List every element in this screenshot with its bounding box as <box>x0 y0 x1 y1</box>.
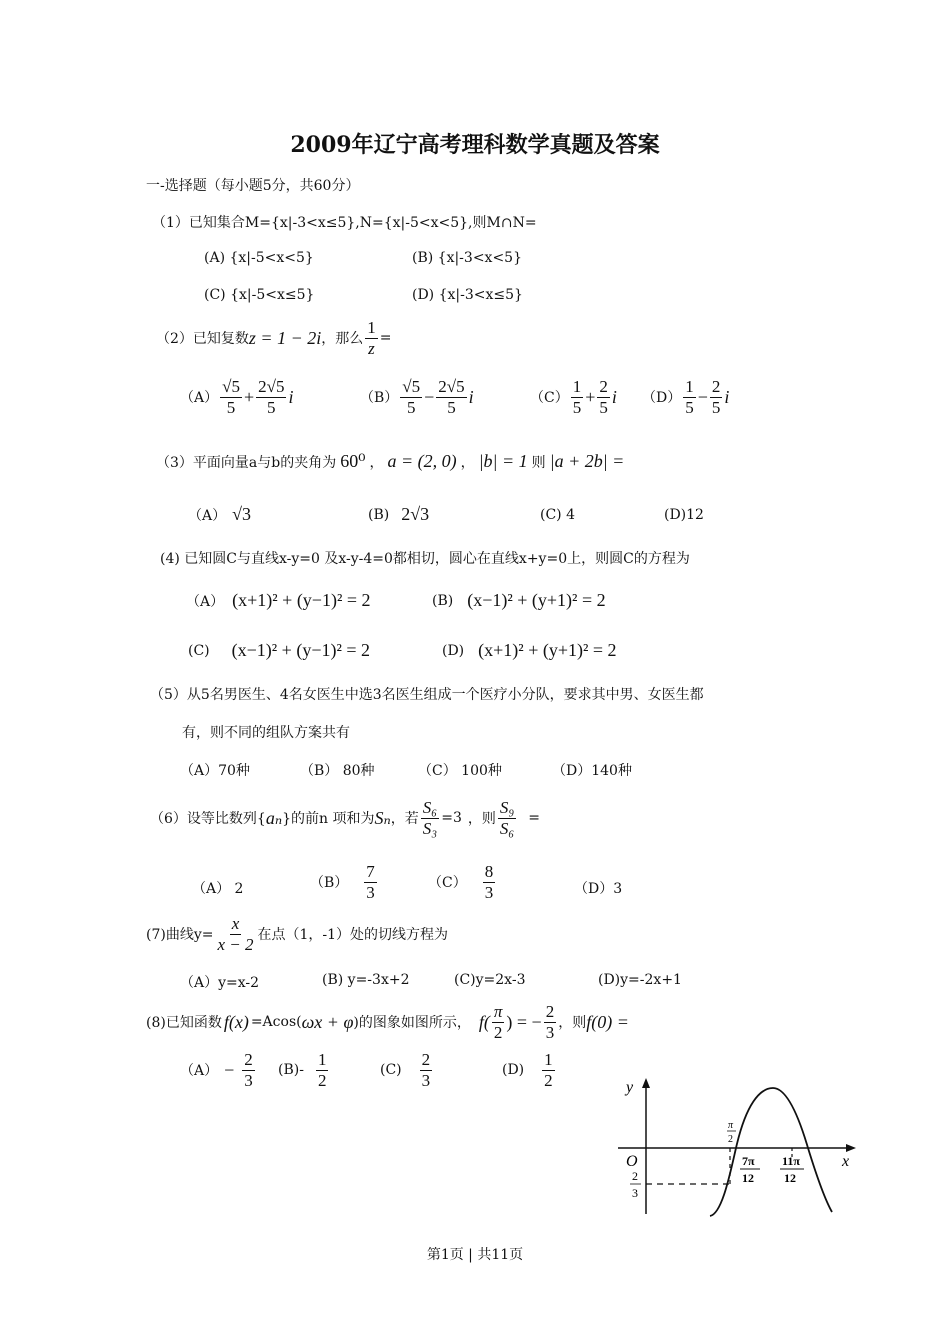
q7-option-d: (D)y=-2x+1 <box>598 972 682 988</box>
q5-option-b: （B） 80种 <box>300 763 375 779</box>
question-5-stem-line1: （5）从5名男医生、4名女医生中选3名医生组成一个医疗小分队，要求其中男、女医生都 <box>150 687 704 703</box>
question-7-stem: (7)曲线y= $\frac{x}{x - 2}$ 在点（1，-1）处的切线方程为 <box>146 914 449 954</box>
q4-option-c: (C) (x−1)² + (y−1)² = 2 <box>188 640 371 660</box>
y-axis-arrow <box>642 1078 650 1088</box>
tick-11pi-num: 11π <box>782 1154 800 1168</box>
q7-option-b: (B) y=-3x+2 <box>322 972 410 988</box>
q5-option-a: （A）70种 <box>180 763 250 779</box>
q2-stem-mid: ，那么 <box>321 331 364 348</box>
q5-option-d: （D）140种 <box>552 763 632 779</box>
q3-option-b: (B) 2√3 <box>368 504 430 524</box>
x-axis-label: x <box>842 1153 850 1170</box>
q8-option-b: (B)- $\frac{1}{2}$ <box>278 1050 327 1090</box>
q8-option-a: （A） − $\frac{2}{3}$ <box>180 1050 253 1090</box>
q6-option-d: （D）3 <box>574 881 623 897</box>
q2-stem-fraction: $\frac{1}{z}$ <box>367 318 376 358</box>
q3-option-c: (C) 4 <box>540 507 575 523</box>
page-footer: 第1页 | 共11页 <box>426 1247 524 1263</box>
q2-option-b: （B） $\frac{√5}{5}$ − $\frac{2√5}{5}$ i <box>360 377 474 417</box>
q3-option-a: （A） √3 <box>188 504 252 524</box>
tick-pi-over-2-den: 2 <box>728 1134 733 1145</box>
q2-stem-prefix: （2）已知复数 <box>156 331 249 348</box>
q2-option-a: （A） $\frac{√5}{5}$ + $\frac{2√5}{5}$ i <box>180 377 294 417</box>
q1-option-c: (C) {x|-5<x≤5} <box>204 287 315 303</box>
q1-option-d: (D) {x|-3<x≤5} <box>412 287 523 303</box>
q4-option-b: (B) (x−1)² + (y+1)² = 2 <box>432 590 606 610</box>
q4-option-d: (D) (x+1)² + (y+1)² = 2 <box>442 640 617 660</box>
origin-label: O <box>626 1153 638 1170</box>
q2-option-c: （C） $\frac{1}{5}$ + $\frac{2}{5}$ i <box>530 377 617 417</box>
y-axis-label: y <box>626 1079 634 1096</box>
q1-option-b: (B) {x|-3<x<5} <box>412 250 522 266</box>
question-4-stem: (4) 已知圆C与直线x-y=0 及x-y-4=0都相切，圆心在直线x+y=0上，则圆C的方程为 <box>160 551 690 567</box>
page-title: 2009年辽宁高考理科数学真题及答案 <box>290 132 660 158</box>
question-3-stem: （3）平面向量a与b的夹角为 60⁰ ， a = (2, 0) ， |b| = 1 则 |a + 2b| = <box>156 451 625 471</box>
q8-option-d: (D) $\frac{1}{2}$ <box>502 1050 553 1090</box>
question-6-stem: （6）设等比数列{ aₙ }的前n 项和为 Sₙ ，若 $\frac{\text{S₆}}{\text{S₃}}$ =3 ，则 $\frac{\text{S₉}}{\text{S₆}}$ = <box>150 798 541 838</box>
level-label-num: 2 <box>632 1169 638 1183</box>
q6-option-a: （A） 2 <box>192 881 244 897</box>
tick-7pi-den: 12 <box>742 1171 754 1185</box>
q1-option-a: (A) {x|-5<x<5} <box>204 250 314 266</box>
level-label-den: 3 <box>632 1186 638 1200</box>
q7-option-a: （A）y=x-2 <box>180 975 260 991</box>
tick-11pi-den: 12 <box>784 1171 796 1185</box>
cosine-graph <box>610 1074 860 1218</box>
question-1-stem: （1）已知集合M={x|-3<x≤5},N={x|-5<x<5},则M∩N= <box>152 215 537 231</box>
q7-option-c: (C)y=2x-3 <box>454 972 526 988</box>
cosine-curve <box>710 1088 832 1216</box>
q3-option-d: (D)12 <box>664 507 704 523</box>
q4-option-a: （A） (x+1)² + (y−1)² = 2 <box>186 590 371 610</box>
tick-pi-over-2-num: π <box>728 1120 734 1131</box>
section-heading: 一-选择题（每小题5分，共60分） <box>146 178 360 194</box>
question-2-stem <box>156 318 391 358</box>
question-5-stem-line2: 有，则不同的组队方案共有 <box>182 725 350 741</box>
q6-option-b: （B） $\frac{7}{3}$ <box>310 862 375 902</box>
q6-option-c: （C） $\frac{8}{3}$ <box>428 862 494 902</box>
q2-stem-end: = <box>379 330 392 347</box>
q2-stem-math: z = 1 − 2i <box>248 327 322 348</box>
q5-option-c: （C） 100种 <box>418 763 502 779</box>
q8-option-c: (C) $\frac{2}{3}$ <box>380 1050 431 1090</box>
tick-7pi-num: 7π <box>742 1154 755 1168</box>
q2-option-d: （D） $\frac{1}{5}$ − $\frac{2}{5}$ i <box>642 377 730 417</box>
x-axis-arrow <box>846 1144 856 1152</box>
question-8-stem: (8)已知函数 f(x) =Acos( ωx + φ )的图象如图所示， f( $\frac{\pi}{2}$ ) = − $\frac{2}{3}$ ，则 f(0) = <box>146 1002 629 1042</box>
